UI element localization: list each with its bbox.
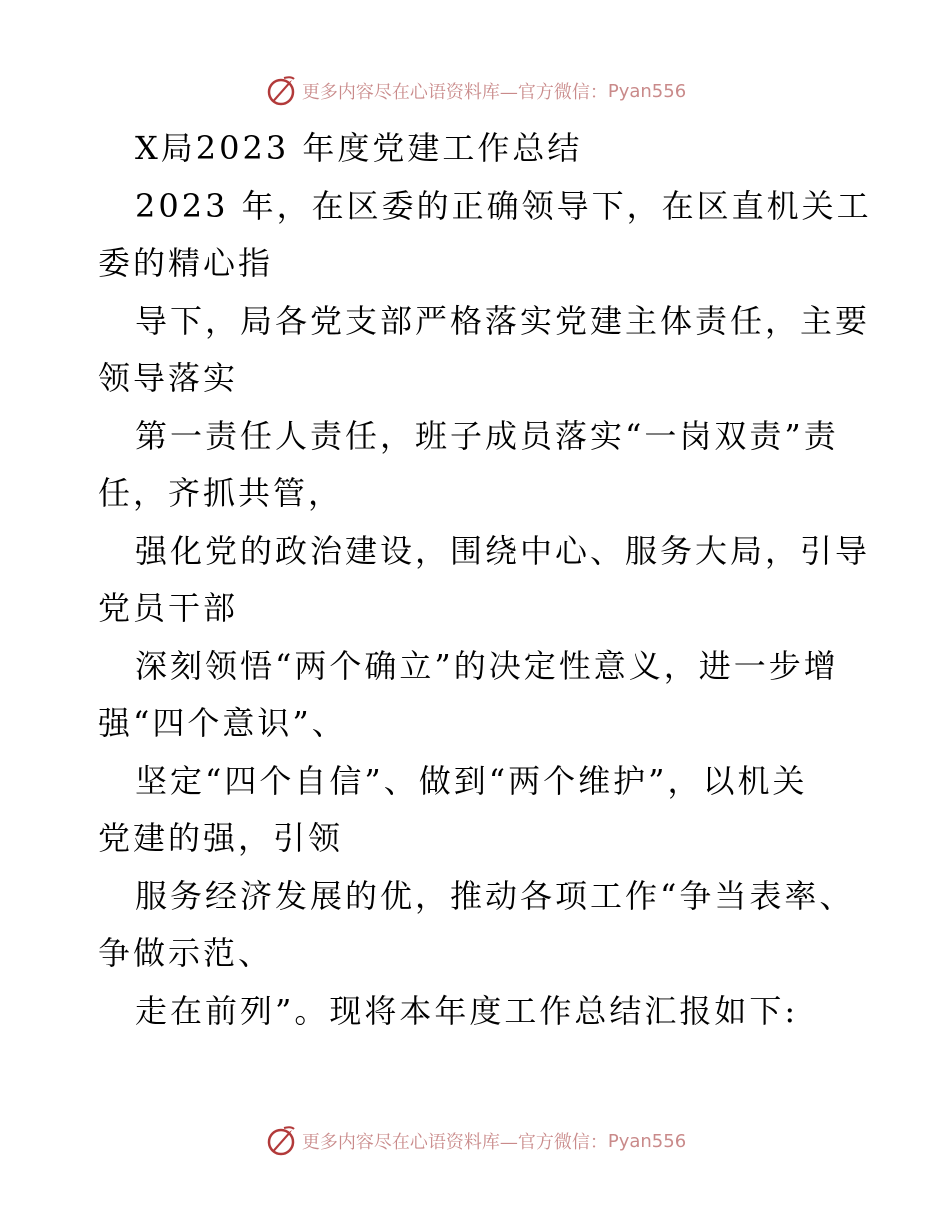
body-line: 领导落实 <box>98 359 239 397</box>
body-line: 深刻领悟“两个确立”的决定性意义，进一步增 <box>135 646 839 685</box>
body-line: 2023 年，在区委的正确领导下，在区直机关工 <box>135 186 872 225</box>
body-line: 争做示范、 <box>98 934 274 972</box>
quill-logo-icon <box>264 74 298 108</box>
body-line: 第一责任人责任，班子成员落实“一岗双责”责 <box>135 416 839 455</box>
document-title: X局2023 年度党建工作总结 <box>135 129 583 167</box>
body-line: 党建的强，引领 <box>98 819 344 857</box>
watermark-wechat-id: Pyan556 <box>607 1130 687 1152</box>
body-line: 党员干部 <box>98 589 239 627</box>
footer-watermark <box>0 1121 950 1161</box>
document-body <box>98 120 872 1040</box>
body-line: 走在前列”。现将本年度工作总结汇报如下: <box>135 991 799 1030</box>
body-line: 任，齐抓共管， <box>98 474 344 512</box>
watermark-text: 更多内容尽在心语资料库—官方微信： <box>301 1132 608 1153</box>
watermark-wechat-id: Pyan556 <box>607 80 687 102</box>
body-line: 服务经济发展的优，推动各项工作“争当表率、 <box>135 876 855 915</box>
body-line: 强“四个意识”、 <box>98 704 347 742</box>
body-line: 坚定“四个自信”、做到“两个维护”，以机关 <box>135 761 808 800</box>
body-line: 导下，局各党支部严格落实党建主体责任，主要 <box>135 301 871 340</box>
body-line: 委的精心指 <box>98 244 274 282</box>
quill-logo-icon <box>264 1124 298 1158</box>
header-watermark <box>0 71 950 111</box>
watermark-text: 更多内容尽在心语资料库—官方微信： <box>301 82 608 103</box>
body-line: 强化党的政治建设，围绕中心、服务大局，引导 <box>135 531 871 570</box>
